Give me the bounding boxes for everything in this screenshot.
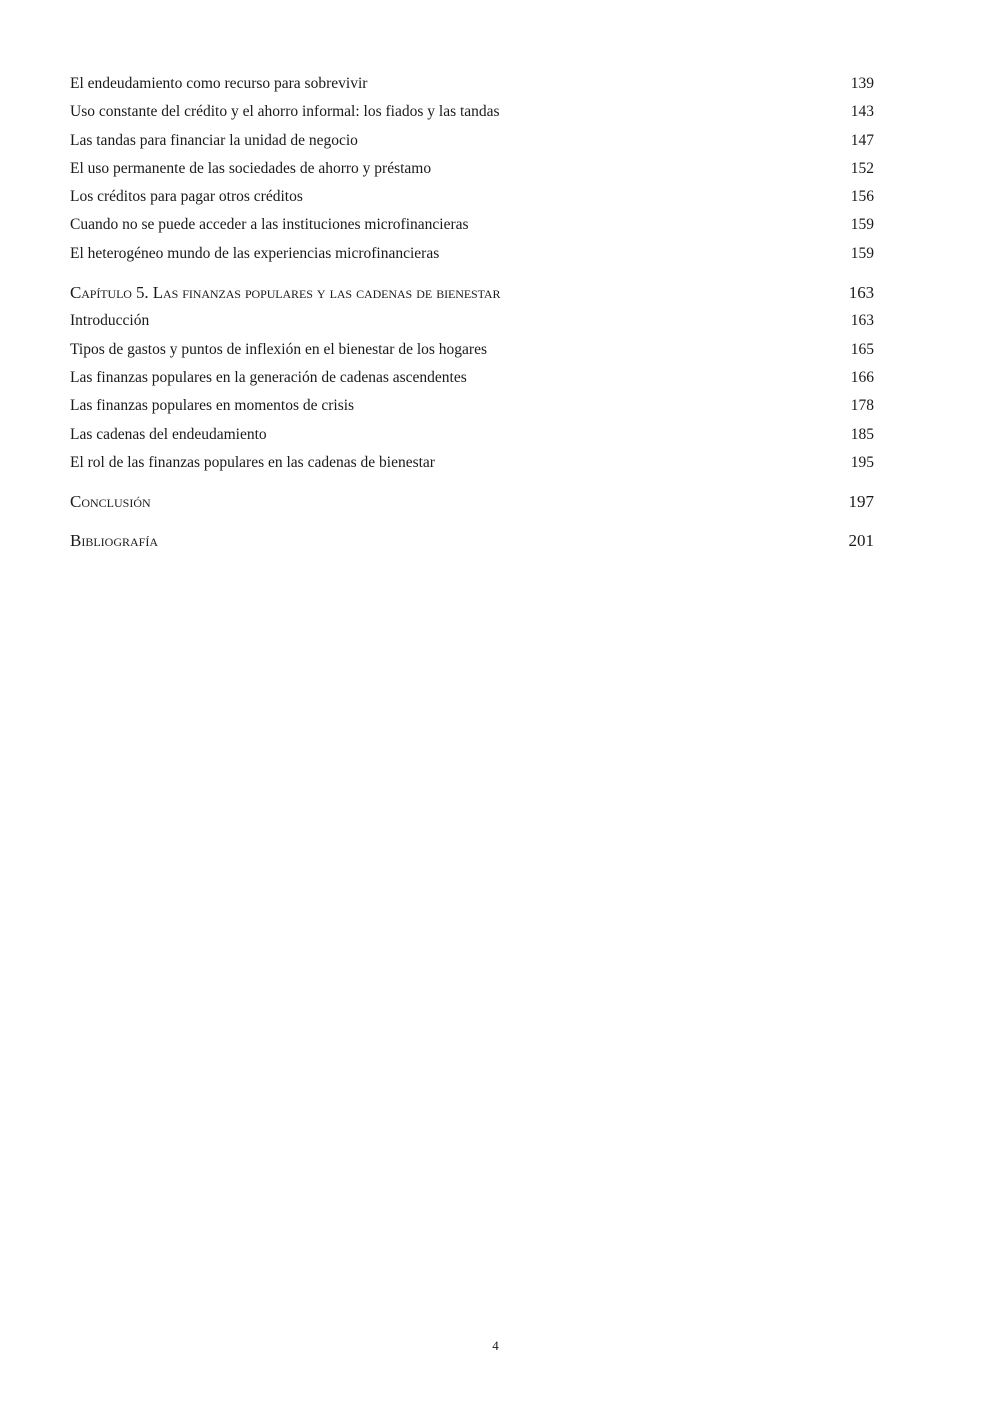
toc-entry-title: Los créditos para pagar otros créditos xyxy=(70,188,303,206)
toc-entry[interactable] xyxy=(70,240,874,268)
toc-chapter-title: Capítulo 5. Las finanzas populares y las cadenas de bienestar xyxy=(70,283,501,303)
toc-conclusion-page: 197 xyxy=(848,492,874,512)
toc-chapter-page: 163 xyxy=(848,283,874,303)
toc-entry[interactable] xyxy=(70,155,874,183)
toc-entry-page: 159 xyxy=(850,244,874,262)
toc-entry-page: 165 xyxy=(850,340,874,358)
toc-entry[interactable] xyxy=(70,421,874,449)
toc-entry-title: Uso constante del crédito y el ahorro informal: los fiados y las tandas xyxy=(70,103,500,121)
toc-entry[interactable] xyxy=(70,364,874,392)
toc-entry[interactable] xyxy=(70,211,874,239)
toc-entry-page: 152 xyxy=(850,159,874,177)
toc-entry[interactable] xyxy=(70,183,874,211)
toc-entry-title: Tipos de gastos y puntos de inflexión en el bienestar de los hogares xyxy=(70,340,488,358)
toc-entry-page: 143 xyxy=(850,103,874,121)
toc-entry[interactable] xyxy=(70,98,874,126)
toc-entry-title: El rol de las finanzas populares en las cadenas de bienestar xyxy=(70,453,435,471)
toc-entry-page: 139 xyxy=(850,75,874,92)
toc-entry-title: El endeudamiento como recurso para sobrevivir xyxy=(70,75,368,92)
toc-entry-page: 163 xyxy=(850,312,874,330)
toc-conclusion[interactable] xyxy=(70,488,874,516)
toc-entry-title: El heterogéneo mundo de las experiencias microfinancieras xyxy=(70,244,440,262)
toc-entry-title: Las finanzas populares en la generación de cadenas ascendentes xyxy=(70,368,467,386)
toc-entry-title: Introducción xyxy=(70,312,150,330)
table-of-contents xyxy=(70,70,874,556)
toc-entry[interactable] xyxy=(70,307,874,335)
toc-conclusion-title: Conclusión xyxy=(70,492,151,512)
page-number: 4 xyxy=(492,1338,499,1353)
toc-entry-page: 166 xyxy=(850,368,874,386)
toc-entry-page: 156 xyxy=(850,188,874,206)
toc-entry-page: 159 xyxy=(850,216,874,234)
toc-entry-title: Las cadenas del endeudamiento xyxy=(70,425,267,443)
toc-bibliography[interactable] xyxy=(70,527,874,555)
toc-entry-page: 147 xyxy=(850,131,874,149)
toc-entry-page: 178 xyxy=(850,397,874,415)
toc-entry[interactable] xyxy=(70,449,874,477)
toc-entry[interactable] xyxy=(70,392,874,420)
toc-entry-title: Las tandas para financiar la unidad de negocio xyxy=(70,131,358,149)
toc-bibliography-page: 201 xyxy=(848,531,874,551)
toc-bibliography-title: Bibliografía xyxy=(70,531,159,551)
toc-entry-title: El uso permanente de las sociedades de ahorro y préstamo xyxy=(70,159,432,177)
toc-entry[interactable] xyxy=(70,70,874,98)
toc-entry-title: Las finanzas populares en momentos de crisis xyxy=(70,397,355,415)
toc-entry[interactable] xyxy=(70,127,874,155)
toc-entry-page: 195 xyxy=(850,453,874,471)
toc-entry[interactable] xyxy=(70,336,874,364)
toc-chapter-5[interactable] xyxy=(70,279,874,307)
toc-entry-title: Cuando no se puede acceder a las instituciones microfinancieras xyxy=(70,216,469,234)
toc-entry-page: 185 xyxy=(850,425,874,443)
